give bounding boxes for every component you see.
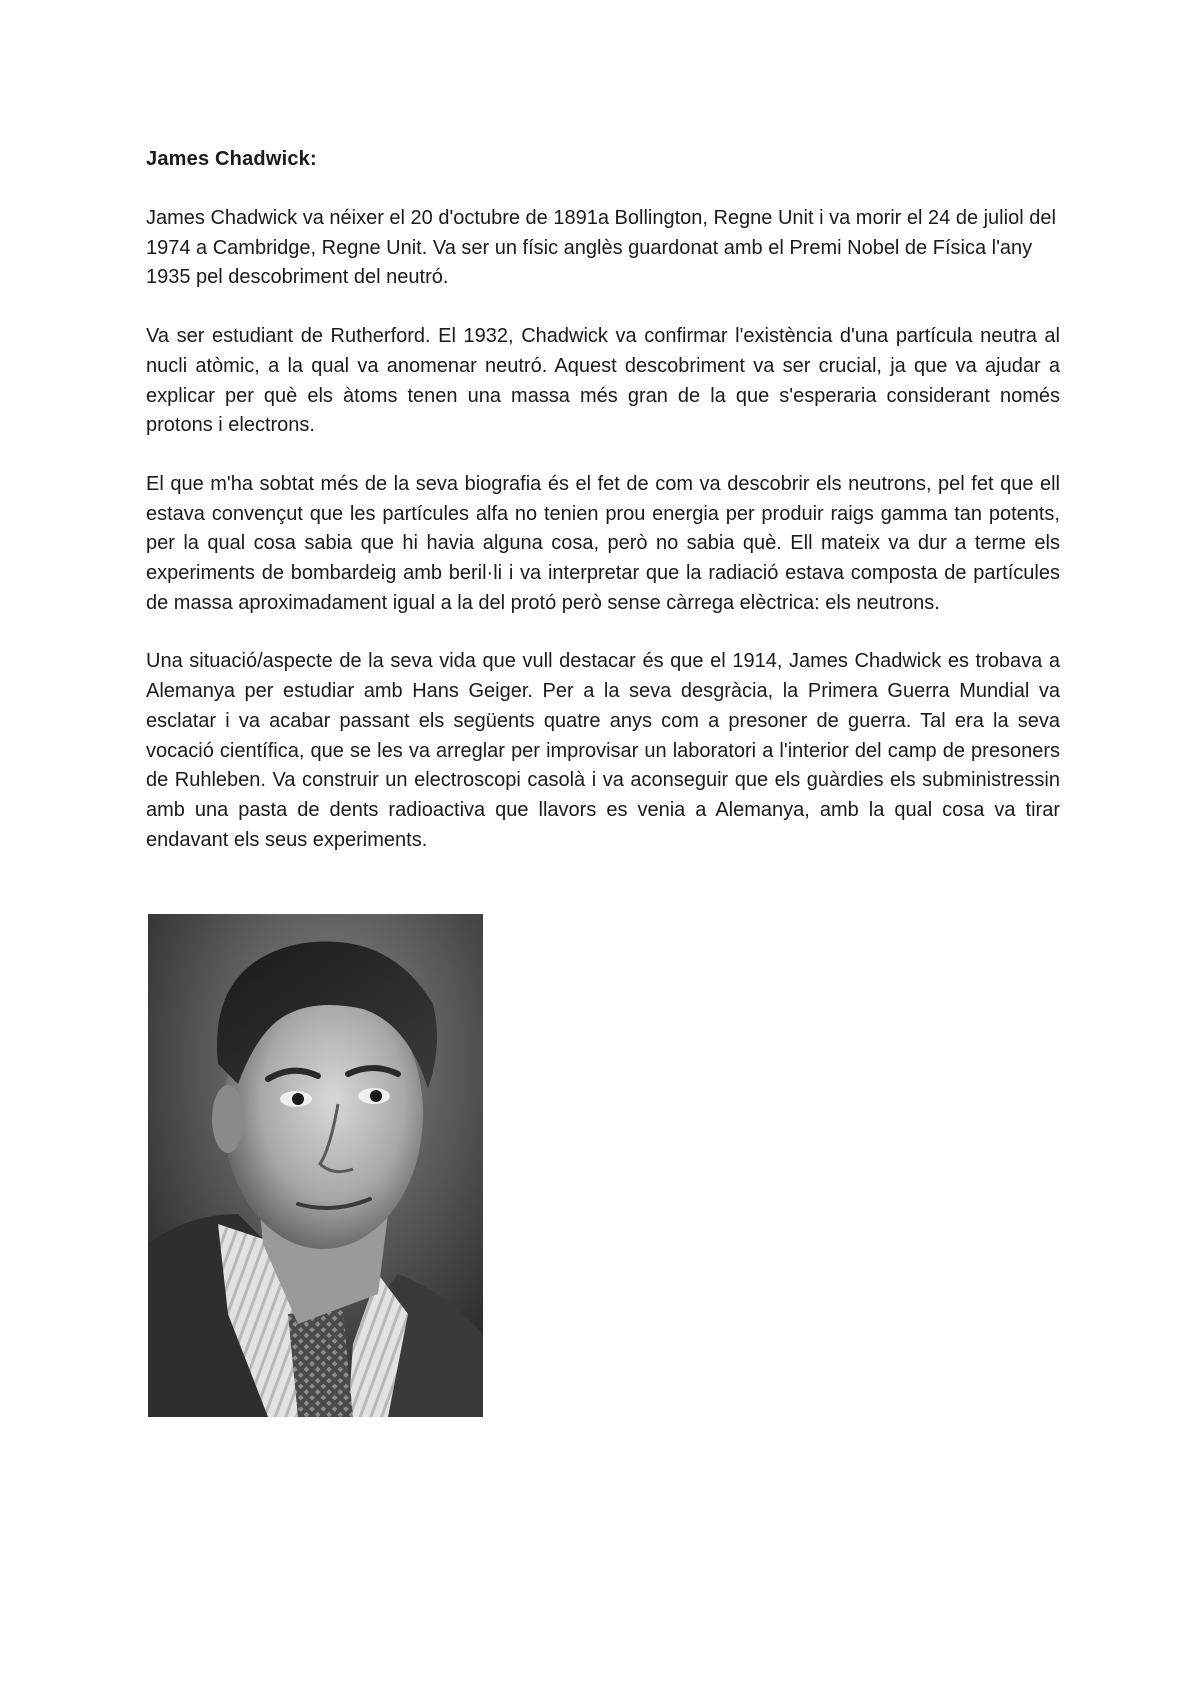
portrait-photo [148,914,483,1417]
paragraph-personal-reflection: El que m'ha sobtat més de la seva biografia és el fet de com va descobrir els neutrons, pel fet que ell estava convençut que les partícules alfa no tenien prou energia per produir raigs gamma tan potents, per la qual cosa sabia que hi havia alguna cosa, però no sabia què. Ell mateix va dur a terme els experiments de bombardeig amb beril·li i va interpretar que la radiació estava composta de partícules de massa aproximadament igual a la del protó però sense càrrega elèctrica: els neutrons. [146,472,1060,614]
portrait-illustration [148,914,483,1417]
document-title: James Chadwick: [146,148,317,170]
document-body [146,144,1060,884]
paragraph-life-anecdote: Una situació/aspecte de la seva vida que vull destacar és que el 1914, James Chadwick es trobava a Alemanya per estudiar amb Hans Geiger. Per a la seva desgràcia, la Primera Guerra Mundial va esclatar i va acabar passant els següents quatre anys com a presoner de guerra. Tal era la seva vocació científica, que se les va arreglar per improvisar un laboratori a l'interior del camp de presoners de Ruhleben. Va construir un electroscopi casolà i va aconseguir que els guàrdies els subministressin amb una pasta de dents radioactiva que llavors es venia a Alemanya, amb la qual cosa va tirar endavant els seus experiments. [146,650,1060,851]
paragraph-neutron-discovery: Va ser estudiant de Rutherford. El 1932, Chadwick va confirmar l'existència d'una partícula neutra al nucli atòmic, a la qual va anomenar neutró. Aquest descobriment va ser crucial, ja que va ajudar a explicar per què els àtoms tenen una massa més gran de la que s'esperaria considerant només protons i electrons. [146,325,1060,437]
paragraph-biography-intro: James Chadwick va néixer el 20 d'octubre de 1891a Bollington, Regne Unit i va morir el 24 de juliol del 1974 a Cambridge, Regne Unit. Va ser un físic anglès guardonat amb el Premi Nobel de Física l'any 1935 pel descobriment del neutró. [146,207,1056,289]
